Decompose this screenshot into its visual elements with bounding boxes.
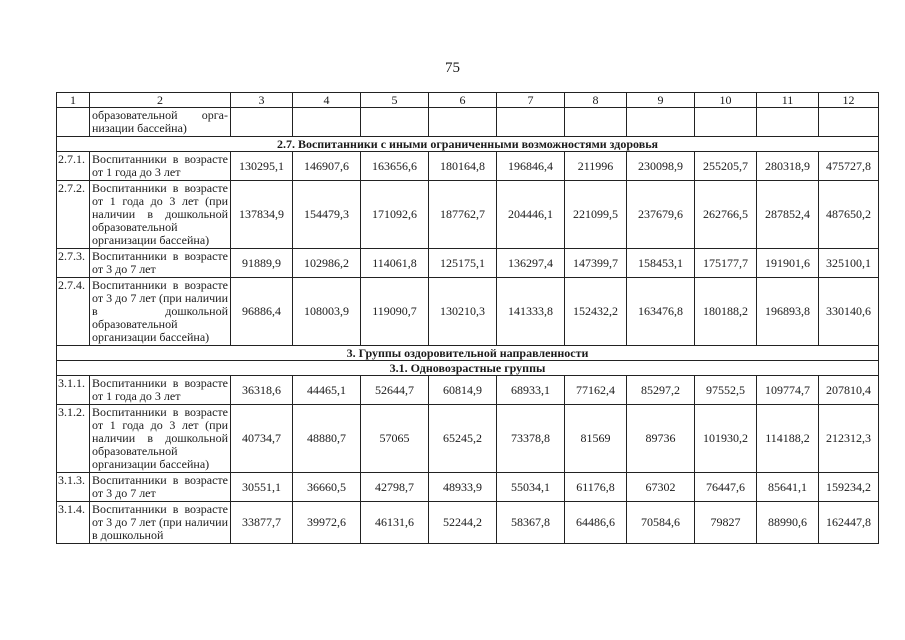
value-cell: 30551,1 <box>231 473 293 502</box>
value-cell: 48933,9 <box>429 473 497 502</box>
row-code: 3.1.2. <box>57 405 90 473</box>
row-name: Воспитанники в возрасте от 3 до 7 лет <box>90 473 231 502</box>
value-cell <box>231 108 293 137</box>
value-cell: 287852,4 <box>757 181 819 249</box>
section-row <box>57 137 879 152</box>
value-cell: 85297,2 <box>627 376 695 405</box>
value-cell: 33877,7 <box>231 502 293 544</box>
row-name: Воспитанники в возрасте от 3 до 7 лет (при наличии в дошкольной <box>90 502 231 544</box>
table-body <box>57 108 879 544</box>
value-cell: 158453,1 <box>627 249 695 278</box>
value-cell: 58367,8 <box>497 502 565 544</box>
value-cell: 154479,3 <box>293 181 361 249</box>
value-cell: 262766,5 <box>695 181 757 249</box>
value-cell: 152432,2 <box>565 278 627 346</box>
header-row <box>57 93 879 108</box>
table-row <box>57 502 879 544</box>
table-row <box>57 376 879 405</box>
row-code: 3.1.1. <box>57 376 90 405</box>
row-code: 2.7.3. <box>57 249 90 278</box>
value-cell: 175177,7 <box>695 249 757 278</box>
value-cell: 125175,1 <box>429 249 497 278</box>
column-header: 4 <box>293 93 361 108</box>
value-cell: 163656,6 <box>361 152 429 181</box>
value-cell: 180188,2 <box>695 278 757 346</box>
column-header: 1 <box>57 93 90 108</box>
column-header: 3 <box>231 93 293 108</box>
table-row <box>57 405 879 473</box>
value-cell: 187762,7 <box>429 181 497 249</box>
table-row <box>57 152 879 181</box>
section-title: 2.7. Воспитанники с иными ограниченными возможностями здоровья <box>57 137 879 152</box>
value-cell <box>293 108 361 137</box>
value-cell: 230098,9 <box>627 152 695 181</box>
row-code: 3.1.3. <box>57 473 90 502</box>
value-cell: 330140,6 <box>819 278 879 346</box>
tariff-table <box>56 92 879 544</box>
tariff-table-container <box>56 92 878 544</box>
value-cell: 79827 <box>695 502 757 544</box>
value-cell: 60814,9 <box>429 376 497 405</box>
column-header: 8 <box>565 93 627 108</box>
table-row <box>57 181 879 249</box>
value-cell: 191901,6 <box>757 249 819 278</box>
value-cell: 475727,8 <box>819 152 879 181</box>
value-cell: 67302 <box>627 473 695 502</box>
value-cell: 109774,7 <box>757 376 819 405</box>
row-name: Воспитанники в возрасте от 1 года до 3 лет (при наличии в дошкольной образовательной организации бассейна) <box>90 181 231 249</box>
section-title: 3. Группы оздоровительной направленности <box>57 346 879 361</box>
value-cell <box>757 108 819 137</box>
value-cell: 114188,2 <box>757 405 819 473</box>
value-cell <box>695 108 757 137</box>
value-cell: 221099,5 <box>565 181 627 249</box>
value-cell: 280318,9 <box>757 152 819 181</box>
value-cell: 36318,6 <box>231 376 293 405</box>
value-cell: 96886,4 <box>231 278 293 346</box>
page-number: 75 <box>445 60 460 76</box>
value-cell: 108003,9 <box>293 278 361 346</box>
value-cell: 237679,6 <box>627 181 695 249</box>
value-cell: 91889,9 <box>231 249 293 278</box>
section-title: 3.1. Одновозрастные группы <box>57 361 879 376</box>
value-cell: 40734,7 <box>231 405 293 473</box>
value-cell: 65245,2 <box>429 405 497 473</box>
value-cell: 119090,7 <box>361 278 429 346</box>
table-row <box>57 108 879 137</box>
column-header: 12 <box>819 93 879 108</box>
value-cell: 64486,6 <box>565 502 627 544</box>
value-cell: 52644,7 <box>361 376 429 405</box>
value-cell: 52244,2 <box>429 502 497 544</box>
value-cell <box>361 108 429 137</box>
row-code <box>57 108 90 137</box>
column-header: 11 <box>757 93 819 108</box>
value-cell: 44465,1 <box>293 376 361 405</box>
value-cell: 101930,2 <box>695 405 757 473</box>
row-code: 2.7.4. <box>57 278 90 346</box>
row-name: Воспитанники в возрасте от 1 года до 3 лет <box>90 376 231 405</box>
value-cell: 141333,8 <box>497 278 565 346</box>
section-row <box>57 361 879 376</box>
value-cell: 159234,2 <box>819 473 879 502</box>
value-cell: 77162,4 <box>565 376 627 405</box>
table-row <box>57 278 879 346</box>
value-cell: 204446,1 <box>497 181 565 249</box>
value-cell: 211996 <box>565 152 627 181</box>
value-cell: 163476,8 <box>627 278 695 346</box>
value-cell: 146907,6 <box>293 152 361 181</box>
value-cell: 147399,7 <box>565 249 627 278</box>
row-code: 3.1.4. <box>57 502 90 544</box>
column-header: 6 <box>429 93 497 108</box>
value-cell: 130295,1 <box>231 152 293 181</box>
value-cell: 36660,5 <box>293 473 361 502</box>
table-row <box>57 473 879 502</box>
value-cell: 73378,8 <box>497 405 565 473</box>
row-code: 2.7.2. <box>57 181 90 249</box>
value-cell: 137834,9 <box>231 181 293 249</box>
value-cell: 97552,5 <box>695 376 757 405</box>
value-cell: 55034,1 <box>497 473 565 502</box>
column-header: 10 <box>695 93 757 108</box>
value-cell: 85641,1 <box>757 473 819 502</box>
column-header: 2 <box>90 93 231 108</box>
value-cell: 46131,6 <box>361 502 429 544</box>
value-cell: 57065 <box>361 405 429 473</box>
row-name: Воспитанники в возрасте от 3 до 7 лет (при наличии в дошкольной образовательной организации бассейна) <box>90 278 231 346</box>
value-cell: 130210,3 <box>429 278 497 346</box>
row-name: Воспитанники в возрасте от 1 года до 3 лет <box>90 152 231 181</box>
value-cell: 196846,4 <box>497 152 565 181</box>
column-header: 5 <box>361 93 429 108</box>
value-cell: 255205,7 <box>695 152 757 181</box>
value-cell: 76447,6 <box>695 473 757 502</box>
value-cell: 48880,7 <box>293 405 361 473</box>
row-name: Воспитанники в возрасте от 3 до 7 лет <box>90 249 231 278</box>
value-cell: 212312,3 <box>819 405 879 473</box>
value-cell <box>565 108 627 137</box>
value-cell: 89736 <box>627 405 695 473</box>
value-cell: 171092,6 <box>361 181 429 249</box>
section-row <box>57 346 879 361</box>
row-name: Воспитанники в возрасте от 1 года до 3 лет (при наличии в дошкольной образовательной организации бассейна) <box>90 405 231 473</box>
value-cell <box>819 108 879 137</box>
value-cell: 325100,1 <box>819 249 879 278</box>
value-cell: 70584,6 <box>627 502 695 544</box>
value-cell: 180164,8 <box>429 152 497 181</box>
value-cell: 39972,6 <box>293 502 361 544</box>
value-cell: 102986,2 <box>293 249 361 278</box>
column-header: 9 <box>627 93 695 108</box>
value-cell: 42798,7 <box>361 473 429 502</box>
value-cell: 81569 <box>565 405 627 473</box>
value-cell: 162447,8 <box>819 502 879 544</box>
value-cell: 207810,4 <box>819 376 879 405</box>
value-cell: 61176,8 <box>565 473 627 502</box>
value-cell: 196893,8 <box>757 278 819 346</box>
column-header: 7 <box>497 93 565 108</box>
row-code: 2.7.1. <box>57 152 90 181</box>
value-cell: 487650,2 <box>819 181 879 249</box>
value-cell: 88990,6 <box>757 502 819 544</box>
value-cell <box>497 108 565 137</box>
value-cell <box>429 108 497 137</box>
row-name: образовательной орга-низации бассейна) <box>90 108 231 137</box>
table-row <box>57 249 879 278</box>
value-cell: 136297,4 <box>497 249 565 278</box>
value-cell: 114061,8 <box>361 249 429 278</box>
value-cell <box>627 108 695 137</box>
value-cell: 68933,1 <box>497 376 565 405</box>
